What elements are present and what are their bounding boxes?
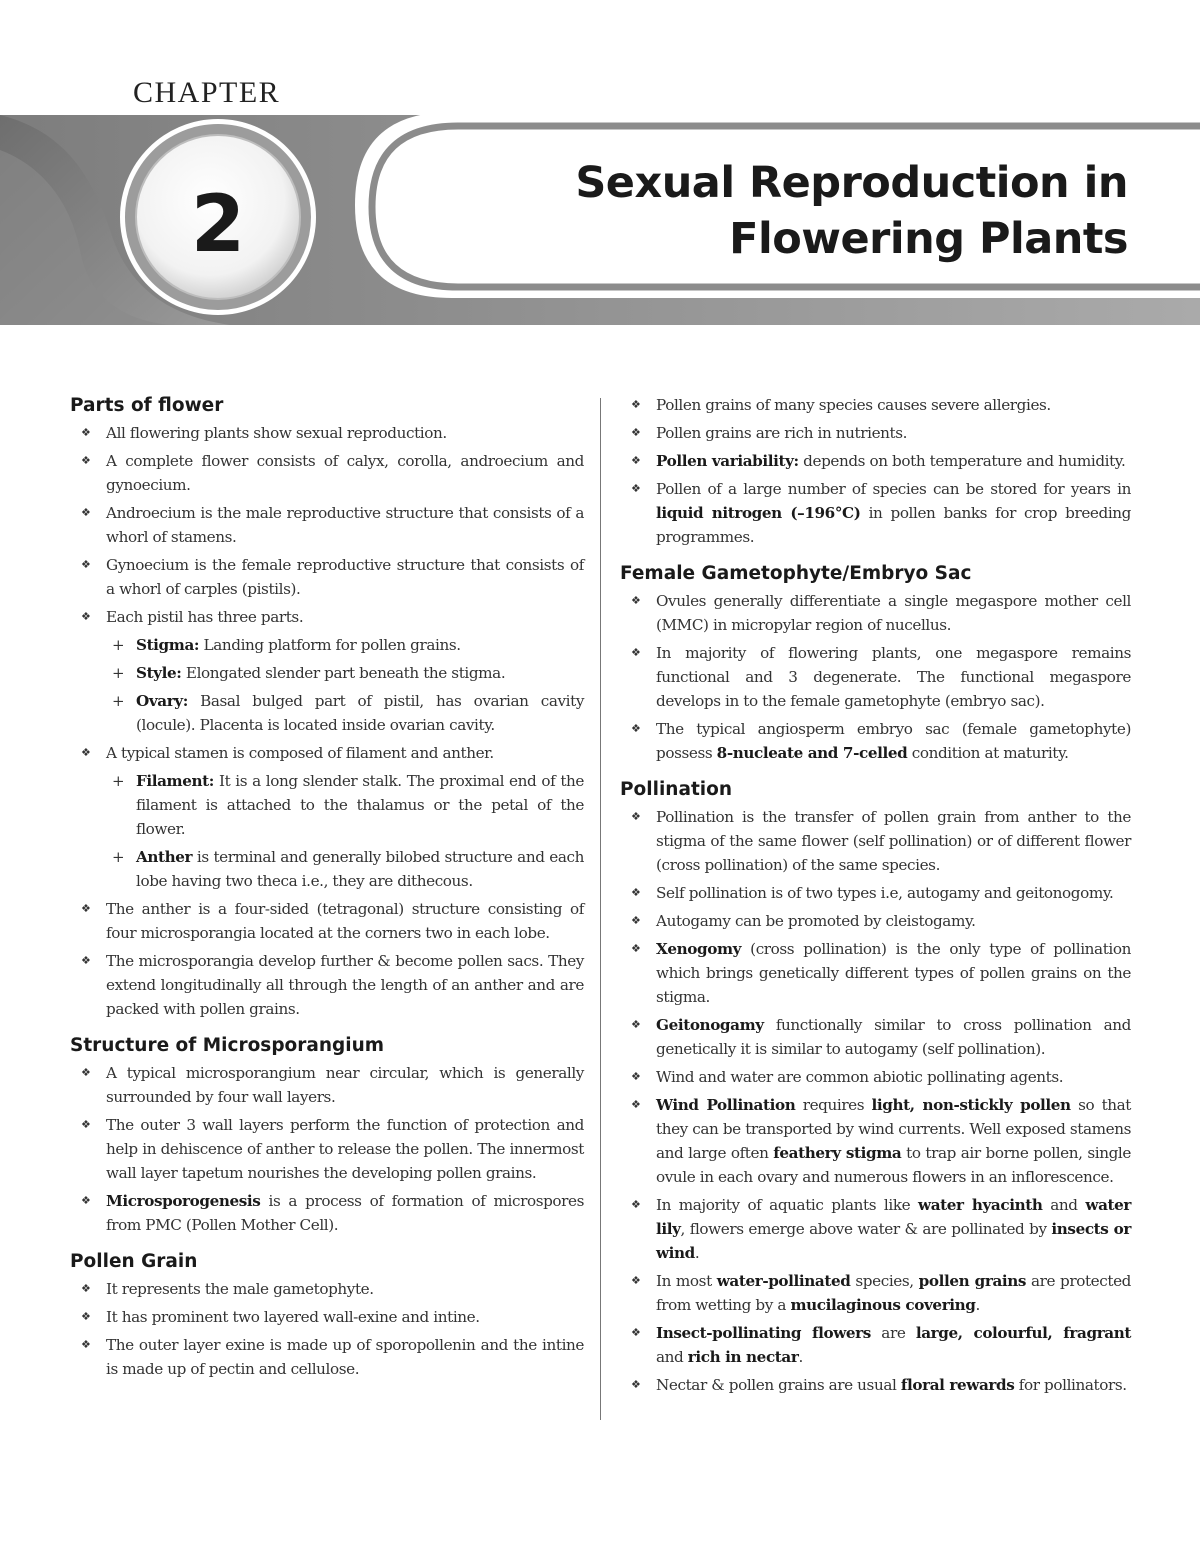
- diamond-bullet-icon: ❖: [631, 482, 641, 495]
- sub-list: [70, 633, 584, 737]
- list-item: ❖ Microsporogenesis is a process of formation of microspores from PMC (Pollen Mother Cell).: [70, 1189, 584, 1237]
- plus-bullet-icon: +: [112, 692, 125, 710]
- diamond-bullet-icon: ❖: [631, 722, 641, 735]
- column-divider: [600, 398, 601, 1420]
- list-item: ❖ A typical microsporangium near circular, which is generally surrounded by four wall layers.: [70, 1061, 584, 1109]
- diamond-bullet-icon: ❖: [631, 594, 641, 607]
- diamond-bullet-icon: ❖: [631, 1198, 641, 1211]
- list-item: ❖ In majority of flowering plants, one megaspore remains functional and 3 degenerate. The functional megaspore develops in to the female gametophyte (embryo sac).: [620, 641, 1131, 713]
- list-item: ❖ Pollen grains are rich in nutrients.: [620, 421, 1131, 445]
- list-item: ❖ Geitonogamy functionally similar to cross pollination and genetically it is similar to autogamy (self pollination).: [620, 1013, 1131, 1061]
- diamond-bullet-icon: ❖: [81, 1118, 91, 1131]
- list-item: ❖ The anther is a four-sided (tetragonal) structure consisting of four microsporangia located at the corners two in each lobe.: [70, 897, 584, 945]
- sub-list: [70, 769, 584, 893]
- list-item: ❖ The outer 3 wall layers perform the function of protection and help in dehiscence of anther to release the pollen. The innermost wall layer tapetum nourishes the developing pollen grains.: [70, 1113, 584, 1185]
- plus-bullet-icon: +: [112, 772, 125, 790]
- list-item: ❖ All flowering plants show sexual reproduction.: [70, 421, 584, 445]
- diamond-bullet-icon: ❖: [631, 1018, 641, 1031]
- list-item: ❖ The typical angiosperm embryo sac (female gametophyte) possess 8-nucleate and 7-celled condition at maturity.: [620, 717, 1131, 765]
- bullet-list: [620, 589, 1131, 765]
- list-item: ❖ A complete flower consists of calyx, corolla, androecium and gynoecium.: [70, 449, 584, 497]
- list-item: ❖ Each pistil has three parts.: [70, 605, 584, 629]
- bullet-list: [70, 421, 584, 629]
- diamond-bullet-icon: ❖: [81, 558, 91, 571]
- list-item: ❖ A typical stamen is composed of filament and anther.: [70, 741, 584, 765]
- bullet-list: [70, 1277, 584, 1381]
- diamond-bullet-icon: ❖: [81, 902, 91, 915]
- diamond-bullet-icon: ❖: [81, 1282, 91, 1295]
- list-item: ❖ In majority of aquatic plants like water hyacinth and water lily, flowers emerge above water & are pollinated by insects or wind.: [620, 1193, 1131, 1265]
- sub-list-item: + Filament: It is a long slender stalk. The proximal end of the filament is attached to the thalamus or the petal of the flower.: [70, 769, 584, 841]
- diamond-bullet-icon: ❖: [81, 426, 91, 439]
- list-item: ❖ Nectar & pollen grains are usual floral rewards for pollinators.: [620, 1373, 1131, 1397]
- plus-bullet-icon: +: [112, 848, 125, 866]
- diamond-bullet-icon: ❖: [631, 810, 641, 823]
- list-item: ❖ Insect-pollinating flowers are large, colourful, fragrant and rich in nectar.: [620, 1321, 1131, 1369]
- chapter-number: 2: [190, 180, 246, 270]
- list-item: ❖ The microsporangia develop further & become pollen sacs. They extend longitudinally all through the length of an anther and are packed with pollen grains.: [70, 949, 584, 1021]
- list-item: ❖ Ovules generally differentiate a single megaspore mother cell (MMC) in micropylar region of nucellus.: [620, 589, 1131, 637]
- list-item: ❖ Wind Pollination requires light, non-stickly pollen so that they can be transported by wind currents. Well exposed stamens and large often feathery stigma to trap air borne pollen, single ovule in each ovary and numerous flowers in an inflorescence.: [620, 1093, 1131, 1189]
- section-heading: Pollination: [620, 779, 733, 800]
- list-item: ❖ Pollen variability: depends on both temperature and humidity.: [620, 449, 1131, 473]
- list-item: ❖ Self pollination is of two types i.e, autogamy and geitonogomy.: [620, 881, 1131, 905]
- list-item: ❖ Pollen grains of many species causes severe allergies.: [620, 393, 1131, 417]
- diamond-bullet-icon: ❖: [81, 746, 91, 759]
- diamond-bullet-icon: ❖: [631, 646, 641, 659]
- bullet-list: [70, 741, 584, 765]
- sub-list-item: + Ovary: Basal bulged part of pistil, has ovarian cavity (locule). Placenta is located inside ovarian cavity.: [70, 689, 584, 737]
- bullet-list: [620, 805, 1131, 1397]
- section-heading: Female Gametophyte/Embryo Sac: [620, 563, 972, 584]
- list-item: ❖ Gynoecium is the female reproductive structure that consists of a whorl of carples (pistils).: [70, 553, 584, 601]
- right-column: [620, 393, 1131, 1401]
- list-item: ❖ In most water-pollinated species, pollen grains are protected from wetting by a mucilaginous covering.: [620, 1269, 1131, 1317]
- sub-list-item: + Stigma: Landing platform for pollen grains.: [70, 633, 584, 657]
- list-item: ❖ Pollination is the transfer of pollen grain from anther to the stigma of the same flower (self pollination) or of different flower (cross pollination) of the same species.: [620, 805, 1131, 877]
- sub-list-item: + Anther is terminal and generally bilobed structure and each lobe having two theca i.e., they are dithecous.: [70, 845, 584, 893]
- diamond-bullet-icon: ❖: [631, 398, 641, 411]
- list-item: ❖ Wind and water are common abiotic pollinating agents.: [620, 1065, 1131, 1089]
- diamond-bullet-icon: ❖: [631, 1326, 641, 1339]
- section-heading: Structure of Microsporangium: [70, 1035, 385, 1056]
- diamond-bullet-icon: ❖: [631, 1070, 641, 1083]
- list-item: ❖ Xenogomy (cross pollination) is the only type of pollination which brings genetically different types of pollen grains on the stigma.: [620, 937, 1131, 1009]
- title-line-1: Sexual Reproduction in: [575, 158, 1128, 208]
- list-item: ❖ It represents the male gametophyte.: [70, 1277, 584, 1301]
- diamond-bullet-icon: ❖: [81, 954, 91, 967]
- plus-bullet-icon: +: [112, 636, 125, 654]
- diamond-bullet-icon: ❖: [631, 1098, 641, 1111]
- sub-list-item: + Style: Elongated slender part beneath the stigma.: [70, 661, 584, 685]
- chapter-title: [575, 155, 1128, 267]
- bullet-list: [70, 897, 584, 1021]
- diamond-bullet-icon: ❖: [81, 610, 91, 623]
- diamond-bullet-icon: ❖: [81, 506, 91, 519]
- title-line-2: Flowering Plants: [729, 214, 1128, 264]
- diamond-bullet-icon: ❖: [81, 454, 91, 467]
- diamond-bullet-icon: ❖: [631, 1378, 641, 1391]
- diamond-bullet-icon: ❖: [631, 1274, 641, 1287]
- left-column: [70, 393, 584, 1385]
- diamond-bullet-icon: ❖: [81, 1066, 91, 1079]
- plus-bullet-icon: +: [112, 664, 125, 682]
- list-item: ❖ Autogamy can be promoted by cleistogamy.: [620, 909, 1131, 933]
- section-heading: Parts of flower: [70, 395, 224, 416]
- list-item: ❖ It has prominent two layered wall-exine and intine.: [70, 1305, 584, 1329]
- diamond-bullet-icon: ❖: [81, 1194, 91, 1207]
- diamond-bullet-icon: ❖: [631, 914, 641, 927]
- list-item: ❖ Androecium is the male reproductive structure that consists of a whorl of stamens.: [70, 501, 584, 549]
- diamond-bullet-icon: ❖: [631, 426, 641, 439]
- list-item: ❖ Pollen of a large number of species can be stored for years in liquid nitrogen (–196°C) in pollen banks for crop breeding programmes.: [620, 477, 1131, 549]
- diamond-bullet-icon: ❖: [81, 1338, 91, 1351]
- bullet-list: [70, 1061, 584, 1237]
- section-heading: Pollen Grain: [70, 1251, 198, 1272]
- bullet-list: [620, 393, 1131, 549]
- diamond-bullet-icon: ❖: [631, 886, 641, 899]
- diamond-bullet-icon: ❖: [631, 454, 641, 467]
- list-item: ❖ The outer layer exine is made up of sporopollenin and the intine is made up of pectin and cellulose.: [70, 1333, 584, 1381]
- diamond-bullet-icon: ❖: [631, 942, 641, 955]
- chapter-label: CHAPTER: [133, 76, 281, 109]
- diamond-bullet-icon: ❖: [81, 1310, 91, 1323]
